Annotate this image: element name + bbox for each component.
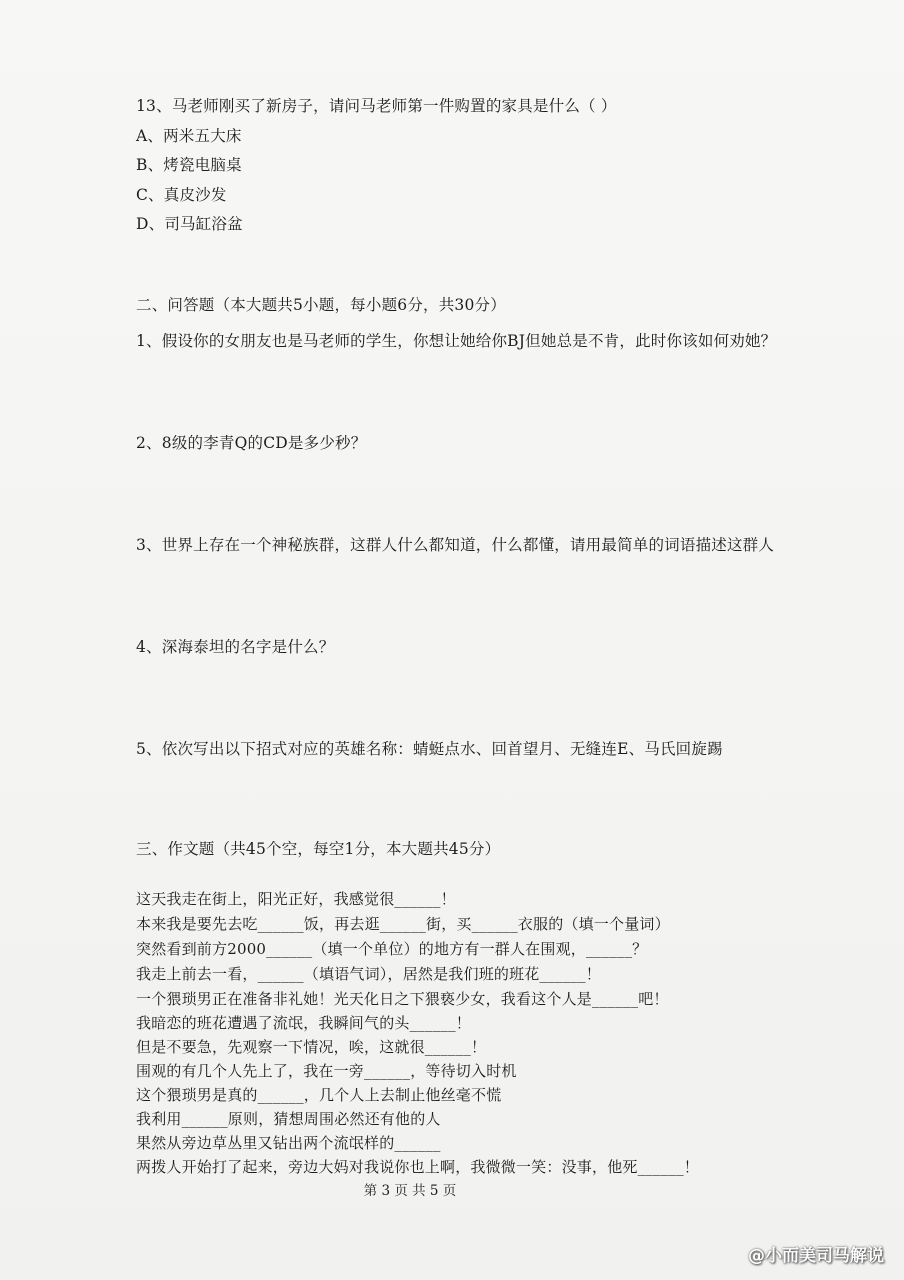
fill-blank-line: 果然从旁边草丛里又钻出两个流氓样的______ bbox=[136, 1134, 441, 1152]
fill-blank-line: 这个猥琐男是真的______，几个人上去制止他丝毫不慌 bbox=[136, 1086, 502, 1104]
fill-blank-line: 本来我是要先去吃______饭，再去逛______街，买______衣服的（填一个量词） bbox=[136, 915, 670, 933]
fill-blank-line: 我暗恋的班花遭遇了流氓，我瞬间气的头______！ bbox=[136, 1014, 472, 1032]
fill-blank-line: 我利用______原则，猜想周围必然还有他的人 bbox=[136, 1110, 441, 1128]
section-3-heading: 三、作文题（共45个空，每空1分，本大题共45分） bbox=[136, 840, 501, 858]
question-13: 13、马老师刚买了新房子，请问马老师第一件购置的家具是什么（ ） bbox=[136, 97, 617, 115]
essay-question-4: 4、深海泰坦的名字是什么？ bbox=[136, 638, 335, 656]
essay-question-3: 3、世界上存在一个神秘族群，这群人什么都知道，什么都懂，请用最简单的词语描述这群人 bbox=[136, 536, 775, 554]
page-indicator: 第 3 页 共 5 页 bbox=[363, 1183, 457, 1199]
essay-question-2: 2、8级的李青Q的CD是多少秒？ bbox=[136, 434, 367, 452]
essay-question-5: 5、依次写出以下招式对应的英雄名称：蜻蜓点水、回首望月、无缝连E、马氏回旋踢 bbox=[136, 740, 723, 758]
fill-blank-line: 围观的有几个人先上了，我在一旁______，等待切入时机 bbox=[136, 1062, 517, 1080]
option-b: B、烤瓷电脑桌 bbox=[136, 156, 242, 174]
weibo-watermark: @小而美司马解说 bbox=[748, 1246, 884, 1266]
option-d: D、司马缸浴盆 bbox=[136, 215, 243, 233]
fill-blank-line: 但是不要急，先观察一下情况，唉，这就很______！ bbox=[136, 1038, 487, 1056]
option-c: C、真皮沙发 bbox=[136, 186, 227, 204]
essay-question-1: 1、假设你的女朋友也是马老师的学生，你想让她给你BJ但她总是不肯，此时你该如何劝她？ bbox=[136, 332, 777, 350]
fill-blank-line: 两拨人开始打了起来，旁边大妈对我说你也上啊，我微微一笑：没事，他死______！ bbox=[136, 1158, 700, 1176]
fill-blank-line: 一个猥琐男正在准备非礼她！光天化日之下猥亵少女，我看这个人是______吧！ bbox=[136, 990, 669, 1008]
fill-blank-line: 我走上前去一看，______（填语气词），居然是我们班的班花______！ bbox=[136, 965, 601, 983]
section-2-heading: 二、问答题（本大题共5小题，每小题6分，共30分） bbox=[136, 296, 506, 314]
option-a: A、两米五大床 bbox=[136, 127, 242, 145]
fill-blank-line: 这天我走在街上，阳光正好，我感觉很______！ bbox=[136, 890, 456, 908]
fill-blank-line: 突然看到前方2000______（填一个单位）的地方有一群人在围观，______？ bbox=[136, 940, 648, 958]
